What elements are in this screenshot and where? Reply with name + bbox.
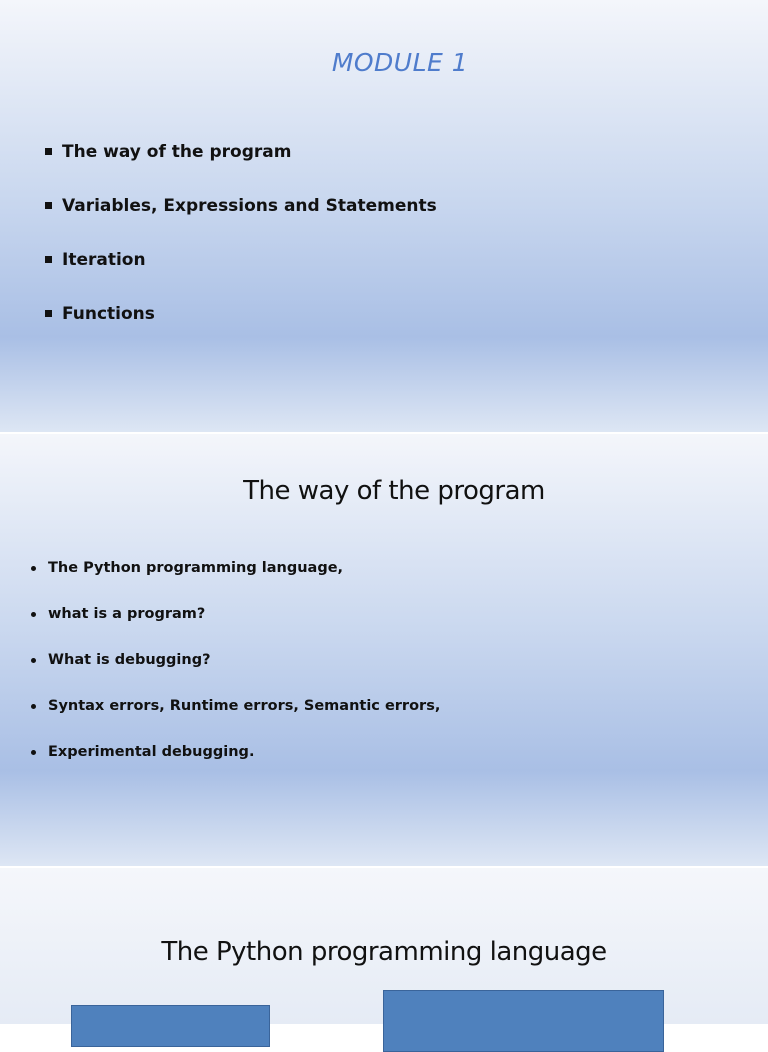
square-bullet-icon: [45, 148, 52, 155]
round-bullet-icon: [31, 566, 36, 571]
list-item: [44, 142, 437, 196]
round-bullet-icon: [31, 704, 36, 709]
list-item: [44, 250, 437, 304]
diagram-box-left: [71, 1005, 270, 1047]
list-item: [44, 304, 437, 358]
round-bullet-icon: [31, 750, 36, 755]
slide-title: MODULE 1: [331, 48, 469, 77]
round-bullet-icon: [31, 658, 36, 663]
diagram-box-right: [383, 990, 664, 1052]
list-item-text: Variables, Expressions and Statements: [62, 196, 437, 216]
slide-module-1: [0, 0, 768, 432]
topic-list: [44, 142, 437, 358]
list-item: [30, 560, 440, 606]
topic-list: [30, 560, 440, 790]
slide-python-language: [0, 868, 768, 1024]
list-item-text: Functions: [62, 304, 155, 324]
list-item-text: Iteration: [62, 250, 146, 270]
square-bullet-icon: [45, 310, 52, 317]
list-item: [44, 196, 437, 250]
slide-title: The Python programming language: [161, 937, 607, 967]
list-item-text: what is a program?: [48, 606, 206, 622]
slide-way-of-program: [0, 434, 768, 866]
list-item-text: What is debugging?: [48, 652, 211, 668]
list-item-text: Syntax errors, Runtime errors, Semantic errors,: [48, 698, 441, 714]
round-bullet-icon: [31, 612, 36, 617]
slide-title: The way of the program: [243, 476, 545, 506]
square-bullet-icon: [45, 202, 52, 209]
list-item-text: The Python programming language,: [48, 560, 344, 576]
list-item: [30, 606, 440, 652]
list-item: [30, 698, 440, 744]
list-item: [30, 652, 440, 698]
list-item: [30, 744, 440, 790]
square-bullet-icon: [45, 256, 52, 263]
list-item-text: Experimental debugging.: [48, 744, 255, 760]
list-item-text: The way of the program: [62, 142, 292, 162]
